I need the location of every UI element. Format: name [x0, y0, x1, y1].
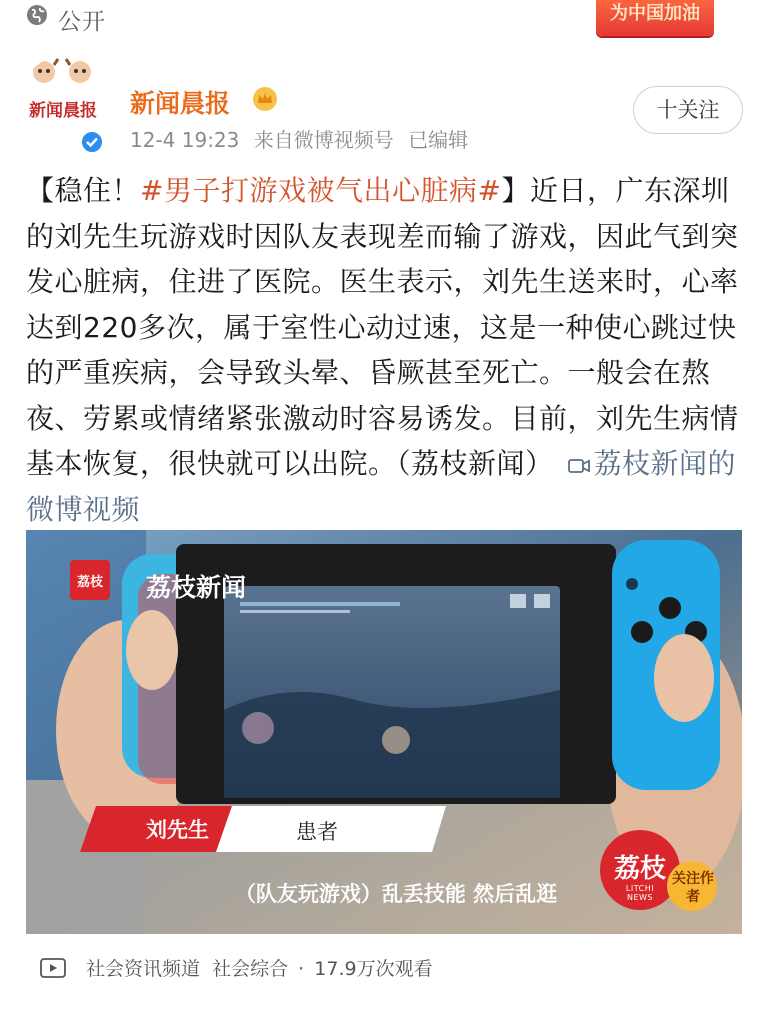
hashtag-link[interactable]: #男子打游戏被气出心脏病#	[140, 174, 502, 207]
follow-button[interactable]: 十关注	[633, 86, 743, 134]
video-link-icon	[568, 457, 590, 475]
post-source[interactable]: 来自微博视频号	[253, 128, 394, 152]
crown-icon	[252, 86, 278, 112]
video-player[interactable]	[26, 530, 742, 934]
channel-label[interactable]: 社会资讯频道	[86, 958, 201, 980]
post-text-lead: 【稳住！	[26, 174, 141, 207]
post-header	[0, 56, 769, 156]
channel-logo-text: 荔枝	[614, 854, 667, 884]
timestamp: 12-4 19:23	[130, 128, 240, 152]
visibility-label: 公开	[58, 9, 106, 35]
watermark-badge-text: 荔枝	[76, 575, 104, 590]
promo-banner[interactable]: 为中国加油	[596, 0, 714, 36]
avatar-text: 新闻晨报	[29, 101, 97, 121]
video-play-icon	[40, 958, 66, 978]
video-link[interactable]: 荔枝新闻的微博视频	[26, 447, 737, 526]
category-label[interactable]: 社会综合	[212, 958, 289, 980]
avatar[interactable]	[22, 56, 104, 138]
lower-third-role: 患者	[296, 820, 338, 844]
separator-dot: ·	[298, 958, 305, 980]
video-subtitle: （队友玩游戏）乱丢技能 然后乱逛	[234, 882, 558, 906]
view-count: 17.9万次观看	[314, 958, 433, 980]
verified-icon	[80, 130, 104, 154]
video-watermark: 荔枝新闻	[146, 573, 247, 602]
post-body	[26, 168, 742, 532]
globe-icon	[26, 4, 48, 26]
video-footer	[40, 954, 433, 984]
top-bar	[0, 0, 769, 40]
post-meta	[130, 124, 468, 153]
author-name[interactable]: 新闻晨报	[130, 89, 231, 118]
follow-author-badge[interactable]: 关注作者	[672, 871, 714, 905]
channel-logo-subtext: LITCHI NEWS	[625, 884, 655, 902]
lower-third-name: 刘先生	[146, 818, 209, 842]
post-text-body: 】近日，广东深圳的刘先生玩游戏时因队友表现差而输了游戏，因此气到突发心脏病，住进了医院。医生表示，刘先生送来时，心率达到220多次，属于室性心动过速，这是一种使心跳过快的严重疾病，会导致头晕、昏厥甚至死亡。一般会在熬夜、劳累或情绪紧张激动时容易诱发。目前，刘先生病情基本恢复，很快就可以出院。（荔枝新闻）	[26, 174, 739, 480]
edited-label: 已编辑	[408, 128, 469, 152]
